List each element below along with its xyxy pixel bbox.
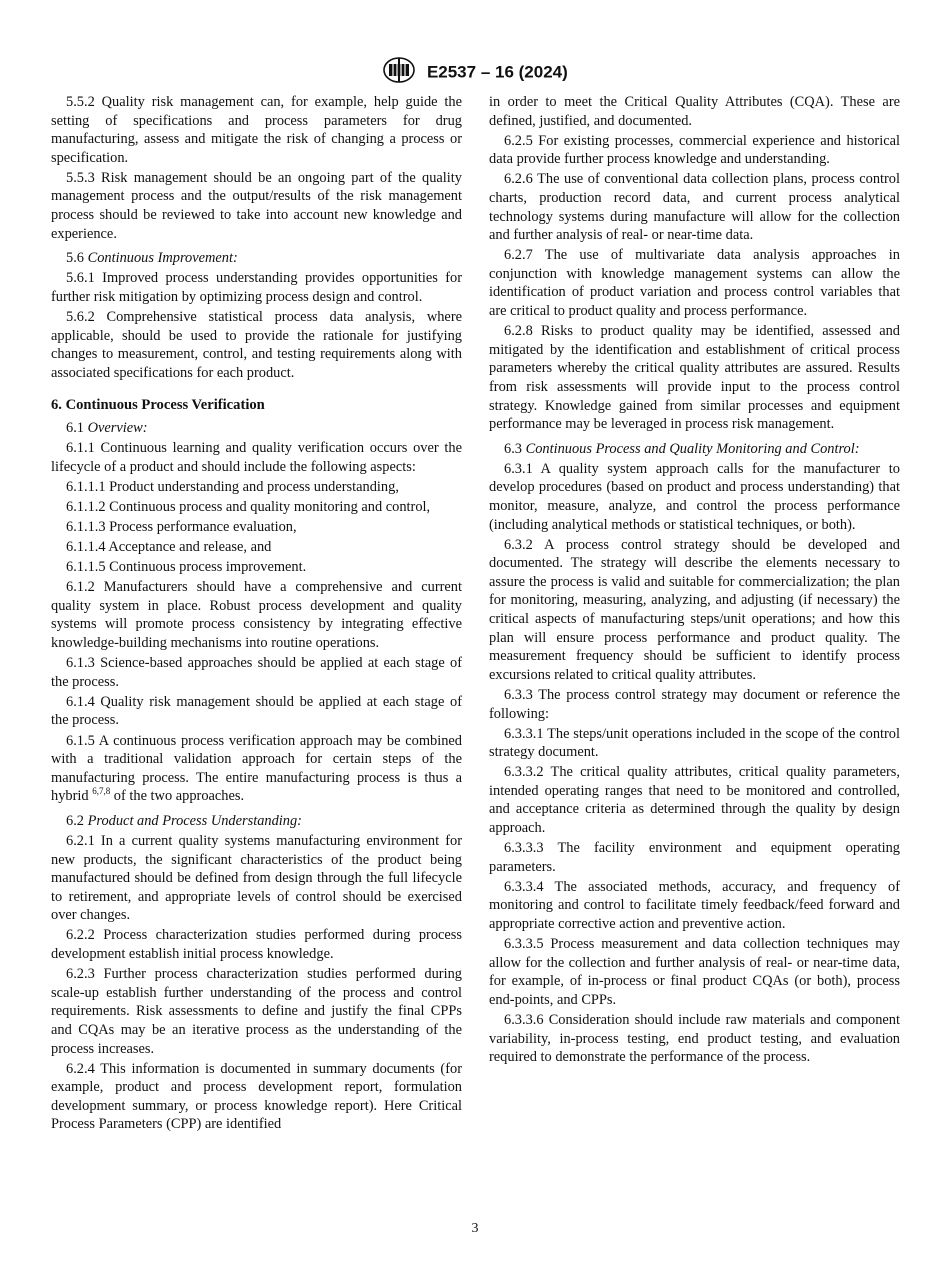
para-5-6-2: 5.6.2 Comprehensive statistical process data analysis, where applicable, should be used to provide the rationale for justifying changes to measurement, control, and testing requirements along with associated specifications for each product.	[51, 309, 462, 381]
para-6-1-3: 6.1.3 Science-based approaches should be applied at each stage of the process.	[51, 655, 462, 690]
para-5-5-2: 5.5.2 Quality risk management can, for example, help guide the setting of specifications and process parameters for drug manufacturing, assess and mitigate the risk of changing a process or specification.	[51, 94, 462, 166]
left-column	[51, 93, 462, 1135]
para-6-2-7: 6.2.7 The use of multivariate data analysis approaches in conjunction with knowledge management systems can allow the identification of product variation and process control variables that are critical to product quality and process performance.	[489, 247, 900, 320]
para-6-1-2: 6.1.2 Manufacturers should have a comprehensive and current quality system in place. Robust process development and quality systems will promote process consistency by integrating effective knowledge-building mechanisms into routine operations.	[51, 579, 462, 652]
para-6-1-4: 6.1.4 Quality risk management should be applied at each stage of the process.	[51, 693, 462, 729]
para-6-1-1-5: 6.1.1.5 Continuous process improvement.	[66, 559, 307, 576]
para-6-2-4: 6.2.4 This information is documented in summary documents (for example, product and process development report, formulation development summary, or process knowledge report). Here Critical Process Parameters (CPP) are identified	[51, 1060, 462, 1133]
astm-logo-icon	[382, 56, 416, 89]
page-header	[0, 56, 950, 89]
para-6-2-8: 6.2.8 Risks to product quality may be identified, assessed and mitigated by the identification and establishment of critical process parameters whereby the critical quality attributes are assured. Results from risk assessments will provide input to the process control strategy. Knowledge gained from similar processes and equipment performance may be leveraged in process risk management.	[489, 323, 900, 433]
para-6-2-6: 6.2.6 The use of conventional data collection plans, process control charts, production record data, and current process analytical technology systems during manufacture will allow for the collection and further analysis of real- or near-time data.	[489, 171, 900, 244]
para-6-3-3-5: 6.3.3.5 Process measurement and data collection techniques may allow for the collection and further analysis of real- or near-time data, for example, of in-process or final product CQAs (or both), process end-points, and CPPs.	[489, 936, 900, 1008]
para-6-3-3-4: 6.3.3.4 The associated methods, accuracy, and frequency of monitoring and control to facilitate timely feedback/feed forward and appropriate corrective action and preventive action.	[489, 878, 900, 933]
para-6-3-1: 6.3.1 A quality system approach calls for the manufacturer to develop procedures (based on product and process understanding) that monitor, measure, analyze, and control the process performance (including analytical methods or statistical techniques, or both).	[489, 460, 900, 533]
para-6-2-5: 6.2.5 For existing processes, commercial experience and historical data provide further process knowledge and understanding.	[489, 132, 900, 168]
para-6-2-1: 6.2.1 In a current quality systems manufacturing environment for new products, the significant characteristics of the product being manufactured should be defined from design through the full lifecycle to retirement, and appropriate levels of control should be exercised over changes.	[51, 832, 462, 924]
para-6-3-3: 6.3.3 The process control strategy may document or reference the following:	[489, 686, 900, 722]
right-column	[489, 93, 900, 1068]
para-5-5-3: 5.5.3 Risk management should be an ongoing part of the quality management process and the output/results of the risk management process should be reviewed to take into account new knowledge and experience.	[51, 169, 462, 242]
para-6-3-3-3: 6.3.3.3 The facility environment and equipment operating parameters.	[489, 840, 900, 875]
page-number: 3	[471, 1221, 479, 1236]
subsection-6-1: 6.1 Overview:	[66, 420, 148, 436]
footnote-ref: 6,7,8	[92, 786, 111, 797]
para-6-1-1-3: 6.1.1.3 Process performance evaluation,	[66, 518, 297, 535]
subsection-6-3: 6.3 Continuous Process and Quality Monitoring and Control:	[504, 440, 860, 457]
section-6-heading: 6. Continuous Process Verification	[51, 397, 265, 414]
para-6-3-3-1: 6.3.3.1 The steps/unit operations included in the scope of the control strategy document.	[489, 725, 900, 761]
subsection-5-6: 5.6 Continuous Improvement:	[66, 250, 238, 267]
para-6-2-2: 6.2.2 Process characterization studies performed during process development establish initial process knowledge.	[51, 927, 462, 963]
para-6-3-3-2: 6.3.3.2 The critical quality attributes, critical quality parameters, intended operating ranges that need to be monitored and controlled, and acceptance criteria as determined through the quality by design approach.	[489, 764, 900, 837]
para-6-3-2: 6.3.2 A process control strategy should be developed and documented. The strategy will describe the elements necessary to assure the process is valid and suitable for commercialization; the plan for monitoring, measuring, analyzing, and adjusting (if necessary) the critical aspects of manufacturing steps/unit operations; and how this plan will ensure process performance and product quality. The measurement frequency should be sufficient to identify process excursions related to critical quality attributes.	[489, 536, 900, 683]
para-6-1-1: 6.1.1 Continuous learning and quality verification occurs over the lifecycle of a product and should include the following aspects:	[51, 440, 462, 475]
subsection-6-2: 6.2 Product and Process Understanding:	[66, 812, 302, 829]
para-6-3-3-6: 6.3.3.6 Consideration should include raw materials and component variability, in-process testing, end product testing, and evaluation required to demonstrate the performance of the process.	[489, 1012, 900, 1066]
para-6-2-4-continued: in order to meet the Critical Quality Attributes (CQA). These are defined, justified, and documented.	[489, 94, 900, 129]
para-6-1-1-1: 6.1.1.1 Product understanding and process understanding,	[66, 478, 399, 495]
standard-designation: E2537 – 16 (2024)	[426, 62, 568, 82]
para-6-2-3: 6.2.3 Further process characterization studies performed during scale-up establish further understanding of the process and control requirements. Risk assessments to define and justify the final CPPs and CQAs may be an iterative process as the understanding of the process increases.	[51, 966, 462, 1057]
para-6-1-1-2: 6.1.1.2 Continuous process and quality monitoring and control,	[66, 498, 431, 515]
para-5-6-1: 5.6.1 Improved process understanding provides opportunities for further risk mitigation by optimizing process design and control.	[51, 270, 462, 305]
para-6-1-1-4: 6.1.1.4 Acceptance and release, and	[66, 539, 272, 556]
para-6-1-5: 6.1.5 A continuous process verification approach may be combined with a traditional validation approach for certain steps of the manufacturing process. The entire manufacturing process is thus a hybrid $^{6,7,8}$ of the two approaches.	[51, 732, 462, 805]
